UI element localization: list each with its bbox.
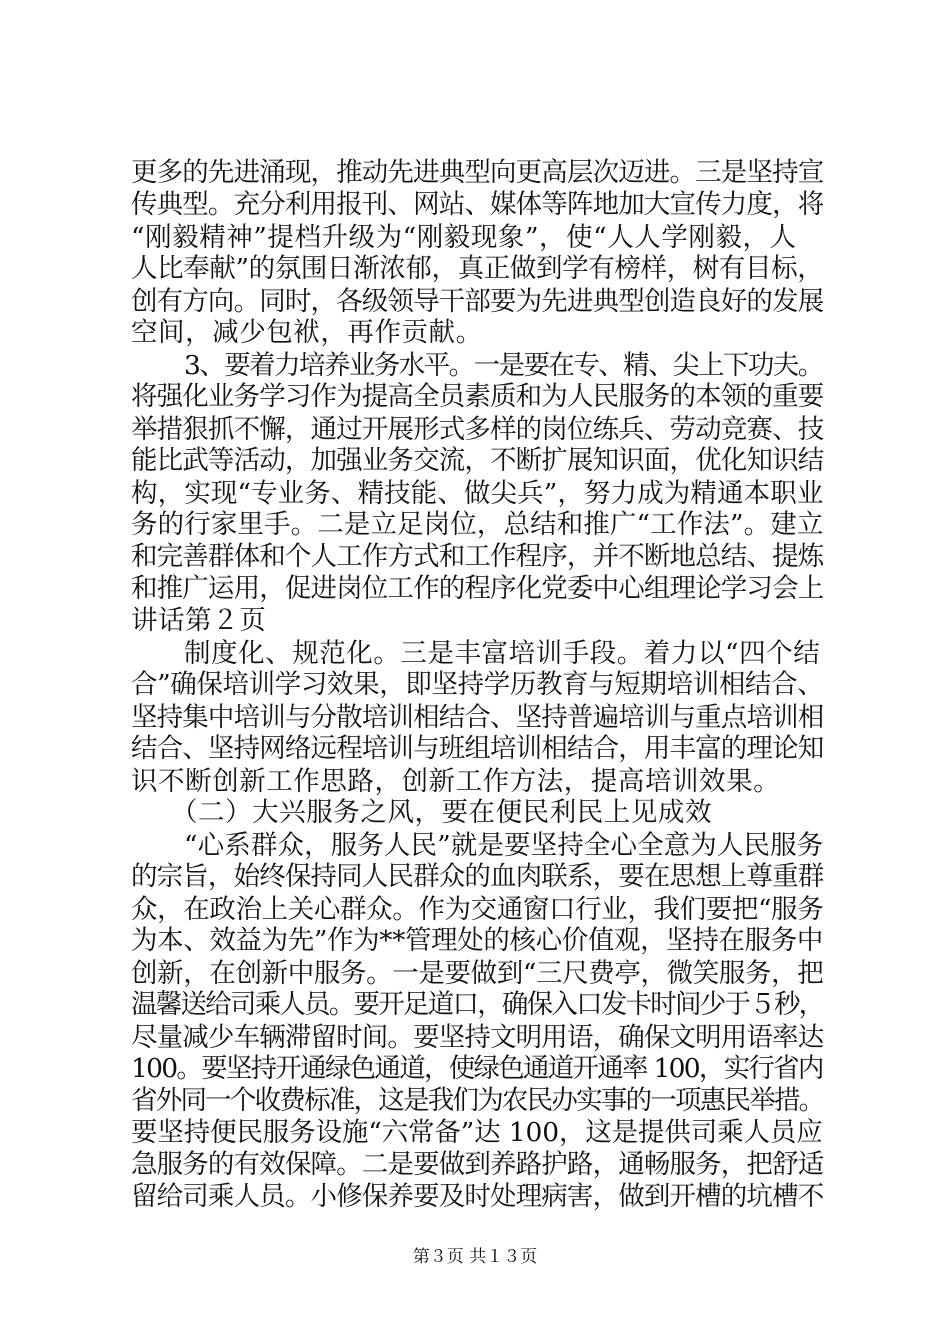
body-line: 省外同一个收费标准，这是我们为农民办实事的一项惠民举措。	[131, 1085, 824, 1116]
body-line: 尽量减少车辆滞留时间。要坚持文明用语，确保文明用语率达	[131, 1022, 824, 1053]
body-line: 和推广运用，促进岗位工作的程序化党委中心组理论学习会上	[131, 573, 824, 604]
body-line: 空间，减少包袱，再作贡献。	[131, 317, 483, 348]
body-line: 留给司乘人员。小修保养要及时处理病害，做到开槽的坑槽不	[131, 1181, 824, 1212]
body-line: 构，实现“专业务、精技能、做尖兵”，努力成为精通本职业	[131, 478, 824, 509]
body-line: 讲话第２页	[131, 605, 267, 636]
body-line: 和完善群体和个人工作方式和工作程序，并不断地总结、提炼	[131, 541, 824, 572]
body-line: 创新，在创新中服务。一是要做到“三尺费亭，微笑服务，把	[131, 958, 824, 989]
body-line: 众，在政治上关心群众。作为交通窗口行业，我们要把“服务	[131, 894, 824, 925]
body-line: 人比奉献”的氛围日渐浓郁，真正做到学有榜样，树有目标，	[131, 253, 824, 284]
body-line: 能比武等活动，加强业务交流，不断扩展知识面，优化知识结	[131, 445, 824, 476]
body-line: 100。要坚持开通绿色通道，使绿色通道开通率 100，实行省内	[131, 1053, 823, 1084]
body-line: 为本、效益为先”作为**管理处的核心价值观，坚持在服务中	[131, 925, 823, 956]
body-line: 识不断创新工作思路，创新工作方法，提高培训效果。	[131, 766, 781, 797]
body-line: 创有方向。同时，各级领导干部要为先进典型创造良好的发展	[131, 286, 824, 317]
body-line: 更多的先进涌现，推动先进典型向更高层次迈进。三是坚持宣	[131, 157, 824, 188]
body-line: 制度化、规范化。三是丰富培训手段。着力以“四个结	[184, 638, 821, 669]
body-line: 将强化业务学习作为提高全员素质和为人民服务的本领的重要	[131, 381, 824, 412]
body-line: 坚持集中培训与分散培训相结合、坚持普遍培训与重点培训相	[131, 702, 824, 733]
body-line: “刚毅精神”提档升级为“刚毅现象”，使“人人学刚毅，人	[131, 222, 797, 253]
section-heading: （二）大兴服务之风，要在便民利民上见成效	[171, 797, 712, 828]
body-line: 传典型。充分利用报刊、网站、媒体等阵地加大宣传力度，将	[131, 189, 824, 220]
body-line: 务的行家里手。二是立足岗位，总结和推广“工作法”。建立	[131, 509, 824, 540]
body-line: 举措狠抓不懈，通过开展形式多样的岗位练兵、劳动竞赛、技	[131, 414, 824, 445]
body-line: 温馨送给司乘人员。要开足道口，确保入口发卡时间少于５秒，	[131, 989, 824, 1020]
body-line: 结合、坚持网络远程培训与班组培训相结合，用丰富的理论知	[131, 733, 824, 764]
body-line: 合”确保培训学习效果，即坚持学历教育与短期培训相结合、	[131, 669, 824, 700]
body-line: 急服务的有效保障。二是要做到养路护路，通畅服务，把舒适	[131, 1149, 824, 1180]
body-line: 要坚持便民服务设施“六常备”达 100，这是提供司乘人员应	[131, 1117, 823, 1148]
body-line: “心系群众，服务人民”就是要坚持全心全意为人民服务	[184, 830, 824, 861]
page-footer: 第３页 共１３页	[412, 1247, 538, 1267]
body-line: 的宗旨，始终保持同人民群众的血肉联系，要在思想上尊重群	[131, 861, 824, 892]
body-line: 3、要着力培养业务水平。一是要在专、精、尖上下功夫。	[184, 350, 823, 381]
